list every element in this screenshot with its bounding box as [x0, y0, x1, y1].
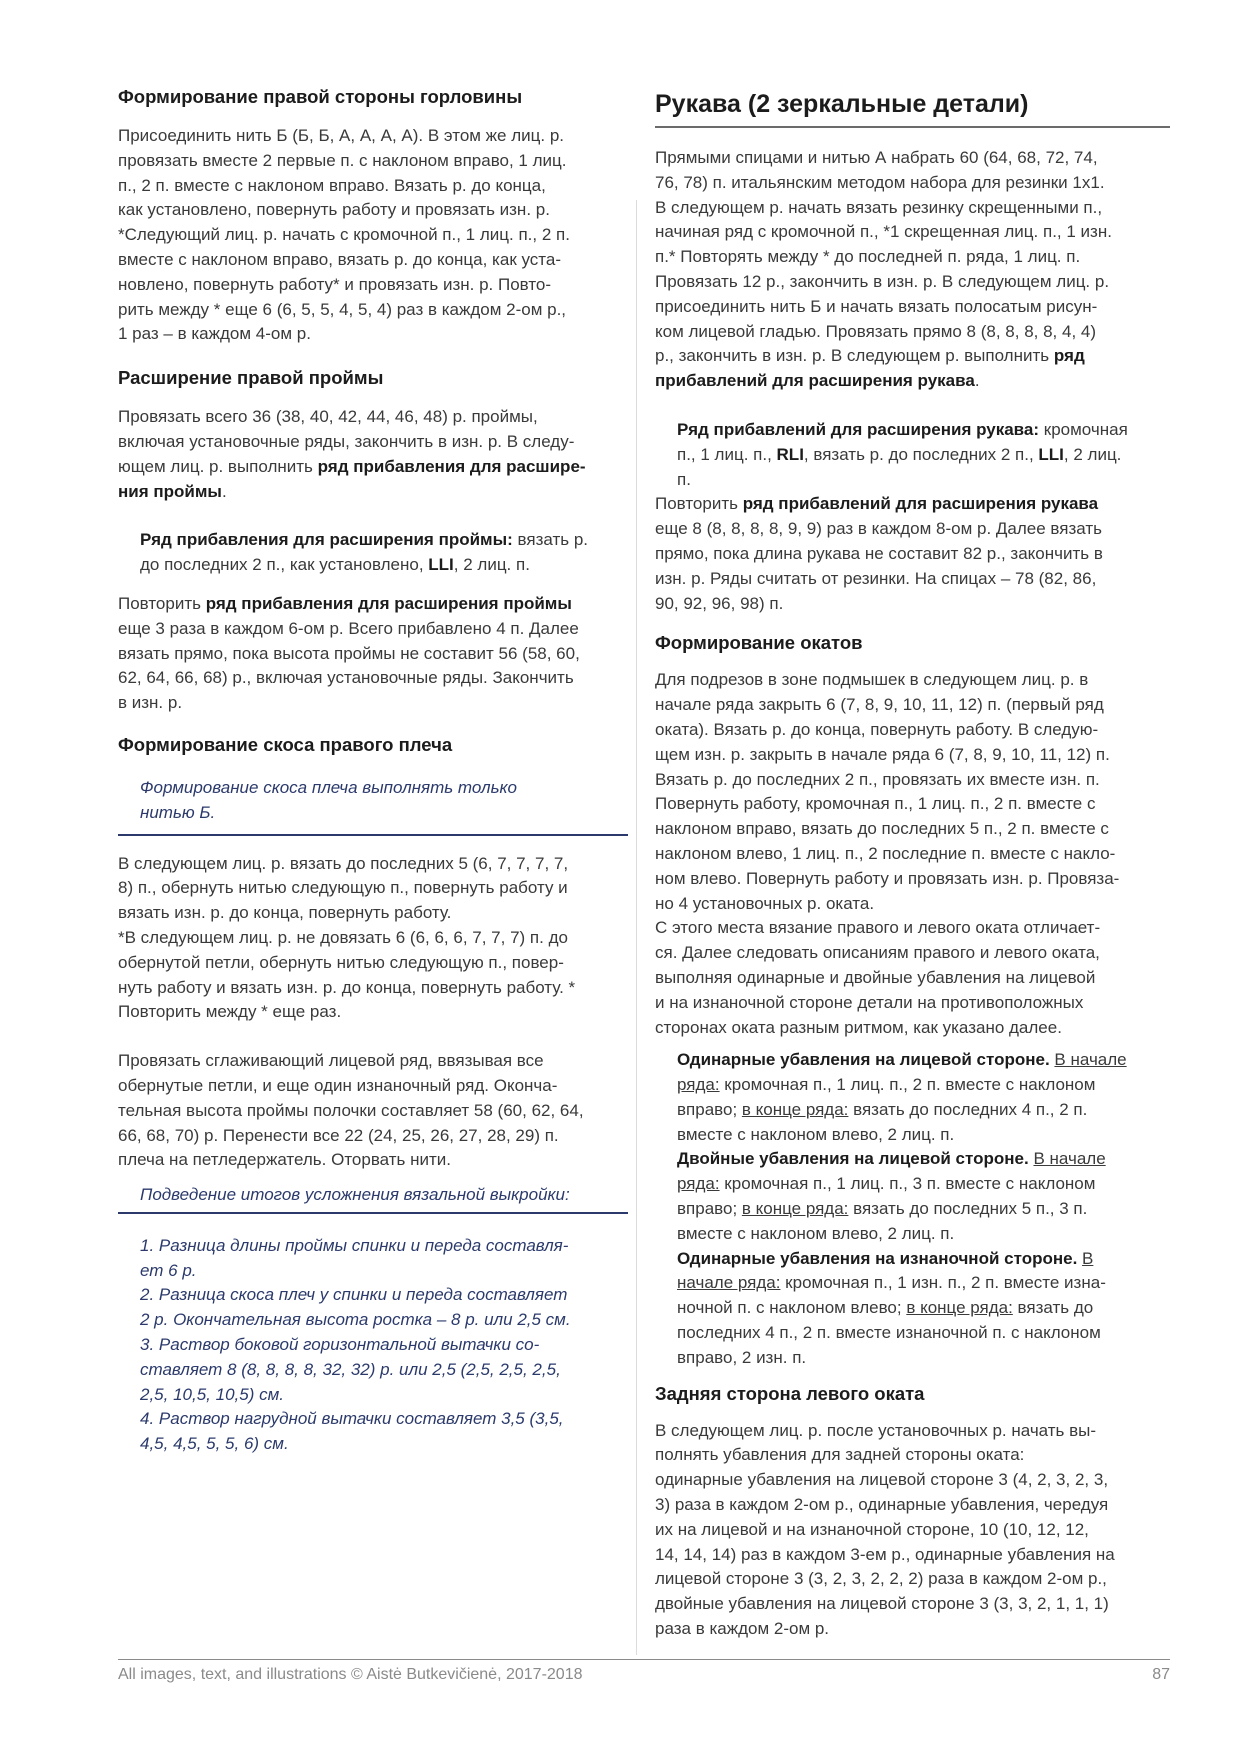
- text: .: [974, 371, 980, 391]
- bold-text: ряд прибавлений для расширения рукава: [742, 494, 1099, 514]
- text: еще 8 (8, 8, 8, 8, 9, 9) раз в каждом 8-ом р. Далее вязать прямо, пока длина рукава не составит 82 р., закончить в изн. р. Ряды считать от резинки. На спицах – 78 (82, 86, 90, 92, 96, 98) п.: [655, 519, 1103, 613]
- paragraph-smooth-row: Провязать сглаживающий лицевой ряд, ввязывая все обернутые петли, и еще один изнаночный ряд. Оконча- тельная высота проймы полочки составляет 58 (60, 62, 64, 66, 68, 70) р. Перенести все 22 (24, 25, 26, 27, 28, 29) п. плеча на петледержатель. Оторвать нити.: [118, 1051, 584, 1170]
- bold-text: ряд прибавлений для расширения рукава: [655, 346, 1085, 391]
- paragraph-neck: Присоединить нить Б (Б, Б, А, А, А, А). В этом же лиц. р. провязать вместе 2 первые п. с наклоном вправо, 1 лиц. п., 2 п. вместе с наклоном вправо. Вязать р. до конца, как установлено, повернуть работу и провязать изн. р. *Следующий лиц. р. начать с кромочной п., 1 лиц. п., 2 п. вместе с наклоном вправо, вязать р. до конца, как уста- новлено, повернуть работу* и провязать изн. р. Повто- рить между * еще 6 (6, 5, 5, 4, 5, 4) раз в каждом 2-ом р., 1 раз – в каждом 4-ом р.: [118, 126, 570, 344]
- column-divider: [636, 200, 637, 1655]
- decrease-single-rs: [677, 1048, 1170, 1147]
- decrease-single-ws: [677, 1247, 1170, 1371]
- summary-item: 2. Разница скоса плеч у спинки и переда составляет 2 р. Окончательная высота ростка – 8 р. или 2,5 см.: [140, 1285, 571, 1330]
- heading-sleeves: Рукава (2 зеркальные детали): [655, 86, 1170, 128]
- heading-back-cap: Задняя сторона левого оката: [655, 1382, 925, 1404]
- right-column: [655, 86, 1170, 1642]
- text: .: [221, 481, 227, 501]
- underline-text: в конце ряда:: [906, 1298, 1013, 1318]
- text: , 2 лиц. п.: [453, 555, 530, 575]
- paragraph-sleeve-repeat: [655, 492, 1170, 616]
- text: Провязать всего 36 (38, 40, 42, 44, 46, 48) р. проймы, включая установочные ряды, закончить в изн. р. В следу- ющем лиц. р. выполнить: [118, 407, 575, 476]
- bold-text: Ряд прибавления для расширения проймы:: [140, 530, 513, 550]
- text: Прямыми спицами и нитью А набрать 60 (64, 68, 72, 74, 76, 78) п. итальянским методом набора для резинки 1x1. В следующем р. начать вязать резинку скрещенными п., начиная ряд с кромочной п., *1 скрещенная лиц. п., 1 изн. п.* Повторять между * до последней п. ряда, 1 лиц. п. Провязать 12 р., закончить в изн. р. В следующем лиц. р. присоединить нить Б и начать вязать полосатым рисун- ком лицевой гладью. Провязать прямо 8 (8, 8, 8, 8, 4, 4) р., закончить в изн. р. В следующем р. выполнить: [655, 148, 1112, 366]
- bold-text: ряд прибавления для расширения проймы: [205, 593, 572, 613]
- bold-text: Двойные убавления на лицевой стороне.: [677, 1149, 1029, 1169]
- summary-item: 1. Разница длины проймы спинки и переда составля- ет 6 р.: [140, 1235, 569, 1280]
- bold-text: Одинарные убавления на лицевой стороне.: [677, 1050, 1050, 1070]
- footer-divider: [118, 1659, 1170, 1660]
- text: вязать до последних 4 п., 2 п. вместе с наклоном влево, 2 лиц. п.: [677, 1099, 1088, 1144]
- summary-item: 4. Раствор нагрудной вытачки составляет 3,5 (3,5, 4,5, 4,5, 5, 5, 6) см.: [140, 1409, 564, 1454]
- text: вязать до последних 4 п., 2 п. вместе изнаночной п. с наклоном вправо, 2 изн. п.: [677, 1298, 1101, 1367]
- paragraph-armhole: [118, 405, 628, 504]
- text: кромочная п., 1 изн. п., 2 п. вместе изна- ночной п. с наклоном влево;: [677, 1273, 1106, 1318]
- paragraph-caps: Для подрезов в зоне подмышек в следующем лиц. р. в начале ряда закрыть 6 (7, 8, 9, 10, 11, 12) п. (первый ряд оката). Вязать р. до конца, повернуть работу. В следую- щем изн. р. закрыть в начале ряда 6 (7, 8, 9, 10, 11, 12) п. Вязать р. до последних 2 п., провязать их вместе изн. п. Повернуть работу, кромочная п., 1 лиц. п., 2 п. вместе с наклоном вправо, вязать до последних 5 п., 2 п. вместе с наклоном влево, 1 лиц. п., 2 последние п. вместе с накло- ном влево. Повернуть работу и провязать изн. р. Провяза- но 4 установочных р. оката. С этого места вязание правого и левого оката отличает- ся. Далее следовать описаниям правого и левого оката, выполняя одинарные и двойные убавления на лицевой и на изнаночной стороне детали на противоположных сторонах оката разным ритмом, как указано далее.: [655, 670, 1120, 1037]
- summary-title: Подведение итогов усложнения вязальной выкройки:: [118, 1183, 628, 1214]
- text: , 2 лиц. п.: [677, 444, 1122, 489]
- footer-copyright: All images, text, and illustrations © Aistė Butkevičienė, 2017-2018: [118, 1666, 583, 1683]
- heading-neck: Формирование правой стороны горловины: [118, 86, 523, 107]
- paragraph-armhole-increase: [118, 528, 628, 578]
- text: вязать р. до последних 2 п., как установлено,: [140, 530, 589, 575]
- paragraph-sleeves: [655, 146, 1170, 394]
- text: кромочная п., 1 лиц. п.,: [677, 419, 1128, 464]
- summary-item: 3. Раствор боковой горизонтальной вытачки со- ставляет 8 (8, 8, 8, 8, 32, 32) р. или 2,5 (2,5, 2,5, 2,5, 2,5, 10,5, 10,5) см.: [140, 1335, 561, 1404]
- decrease-double-rs: [677, 1147, 1170, 1246]
- paragraph-sleeve-increase: [655, 418, 1170, 492]
- underline-text: В начале ряда:: [677, 1248, 1094, 1293]
- underline-text: в конце ряда:: [741, 1099, 849, 1119]
- text: кромочная п., 1 лиц. п., 3 п. вместе с наклоном вправо;: [677, 1174, 1096, 1219]
- text: кромочная п., 1 лиц. п., 2 п. вместе с наклоном вправо;: [677, 1075, 1096, 1119]
- heading-shoulder: Формирование скоса правого плеча: [118, 733, 453, 755]
- paragraph-shoulder: В следующем лиц. р. вязать до последних 5 (6, 7, 7, 7, 7, 8) п., обернуть нитью следующую п., повернуть работу и вязать изн. р. до конца, повернуть работу. *В следующем лиц. р. не довязать 6 (6, 6, 6, 7, 7, 7) п. до обернутой петли, обернуть нитью следующую п., повер- нуть работу и вязать изн. р. до конца, повернуть работу. * Повторить между * еще раз.: [118, 853, 576, 1022]
- summary-list: [118, 1234, 628, 1457]
- text: , вязать р. до последних 2 п.,: [803, 444, 1039, 464]
- text: вязать до последних 5 п., 3 п. вместе с наклоном влево, 2 лиц. п.: [677, 1199, 1088, 1243]
- left-column: [118, 84, 628, 1457]
- paragraph-back-cap: В следующем лиц. р. после установочных р. начать вы- полнять убавления для задней стороны оката: одинарные убавления на лицевой стороне 3 (4, 2, 3, 2, 3, 3) раза в каждом 2-ом р., одинарные убавления, чередуя их на лицевой и на изнаночной стороне, 10 (10, 12, 12, 14, 14, 14) раз в каждом 3-ем р., одинарные убавления на лицевой стороне 3 (3, 2, 3, 2, 2, 2) раза в каждом 2-ом р., двойные убавления на лицевой стороне 3 (3, 3, 2, 1, 1, 1) раза в каждом 2-ом р.: [655, 1420, 1115, 1639]
- page-number: 87: [1152, 1666, 1170, 1683]
- bold-text: LLI: [428, 555, 454, 575]
- bold-text: Ряд прибавлений для расширения рукава:: [677, 419, 1040, 439]
- heading-armhole: Расширение правой проймы: [118, 367, 384, 389]
- decrease-definitions: [655, 1048, 1170, 1370]
- heading-caps: Формирование окатов: [655, 632, 863, 654]
- text: еще 3 раза в каждом 6-ом р. Всего прибавлено 4 п. Далее вязать прямо, пока высота проймы не составит 56 (58, 60, 62, 64, 66, 68) р., включая установочные ряды. Закончить в изн. р.: [118, 618, 580, 713]
- paragraph-armhole-repeat: [118, 592, 628, 716]
- note-shoulder: Формирование скоса плеча выполнять только нитью Б.: [118, 776, 628, 836]
- bold-text: LLI: [1038, 444, 1064, 464]
- text: Повторить: [118, 593, 206, 613]
- underline-text: В начале ряда:: [677, 1050, 1127, 1095]
- underline-text: в конце ряда:: [741, 1199, 849, 1219]
- bold-text: ряд прибавления для расшире- ния проймы: [118, 456, 586, 501]
- underline-text: В начале ряда:: [677, 1149, 1106, 1194]
- bold-text: Одинарные убавления на изнаночной стороне.: [677, 1248, 1078, 1268]
- bold-text: RLI: [776, 444, 804, 464]
- text: Повторить: [655, 494, 743, 514]
